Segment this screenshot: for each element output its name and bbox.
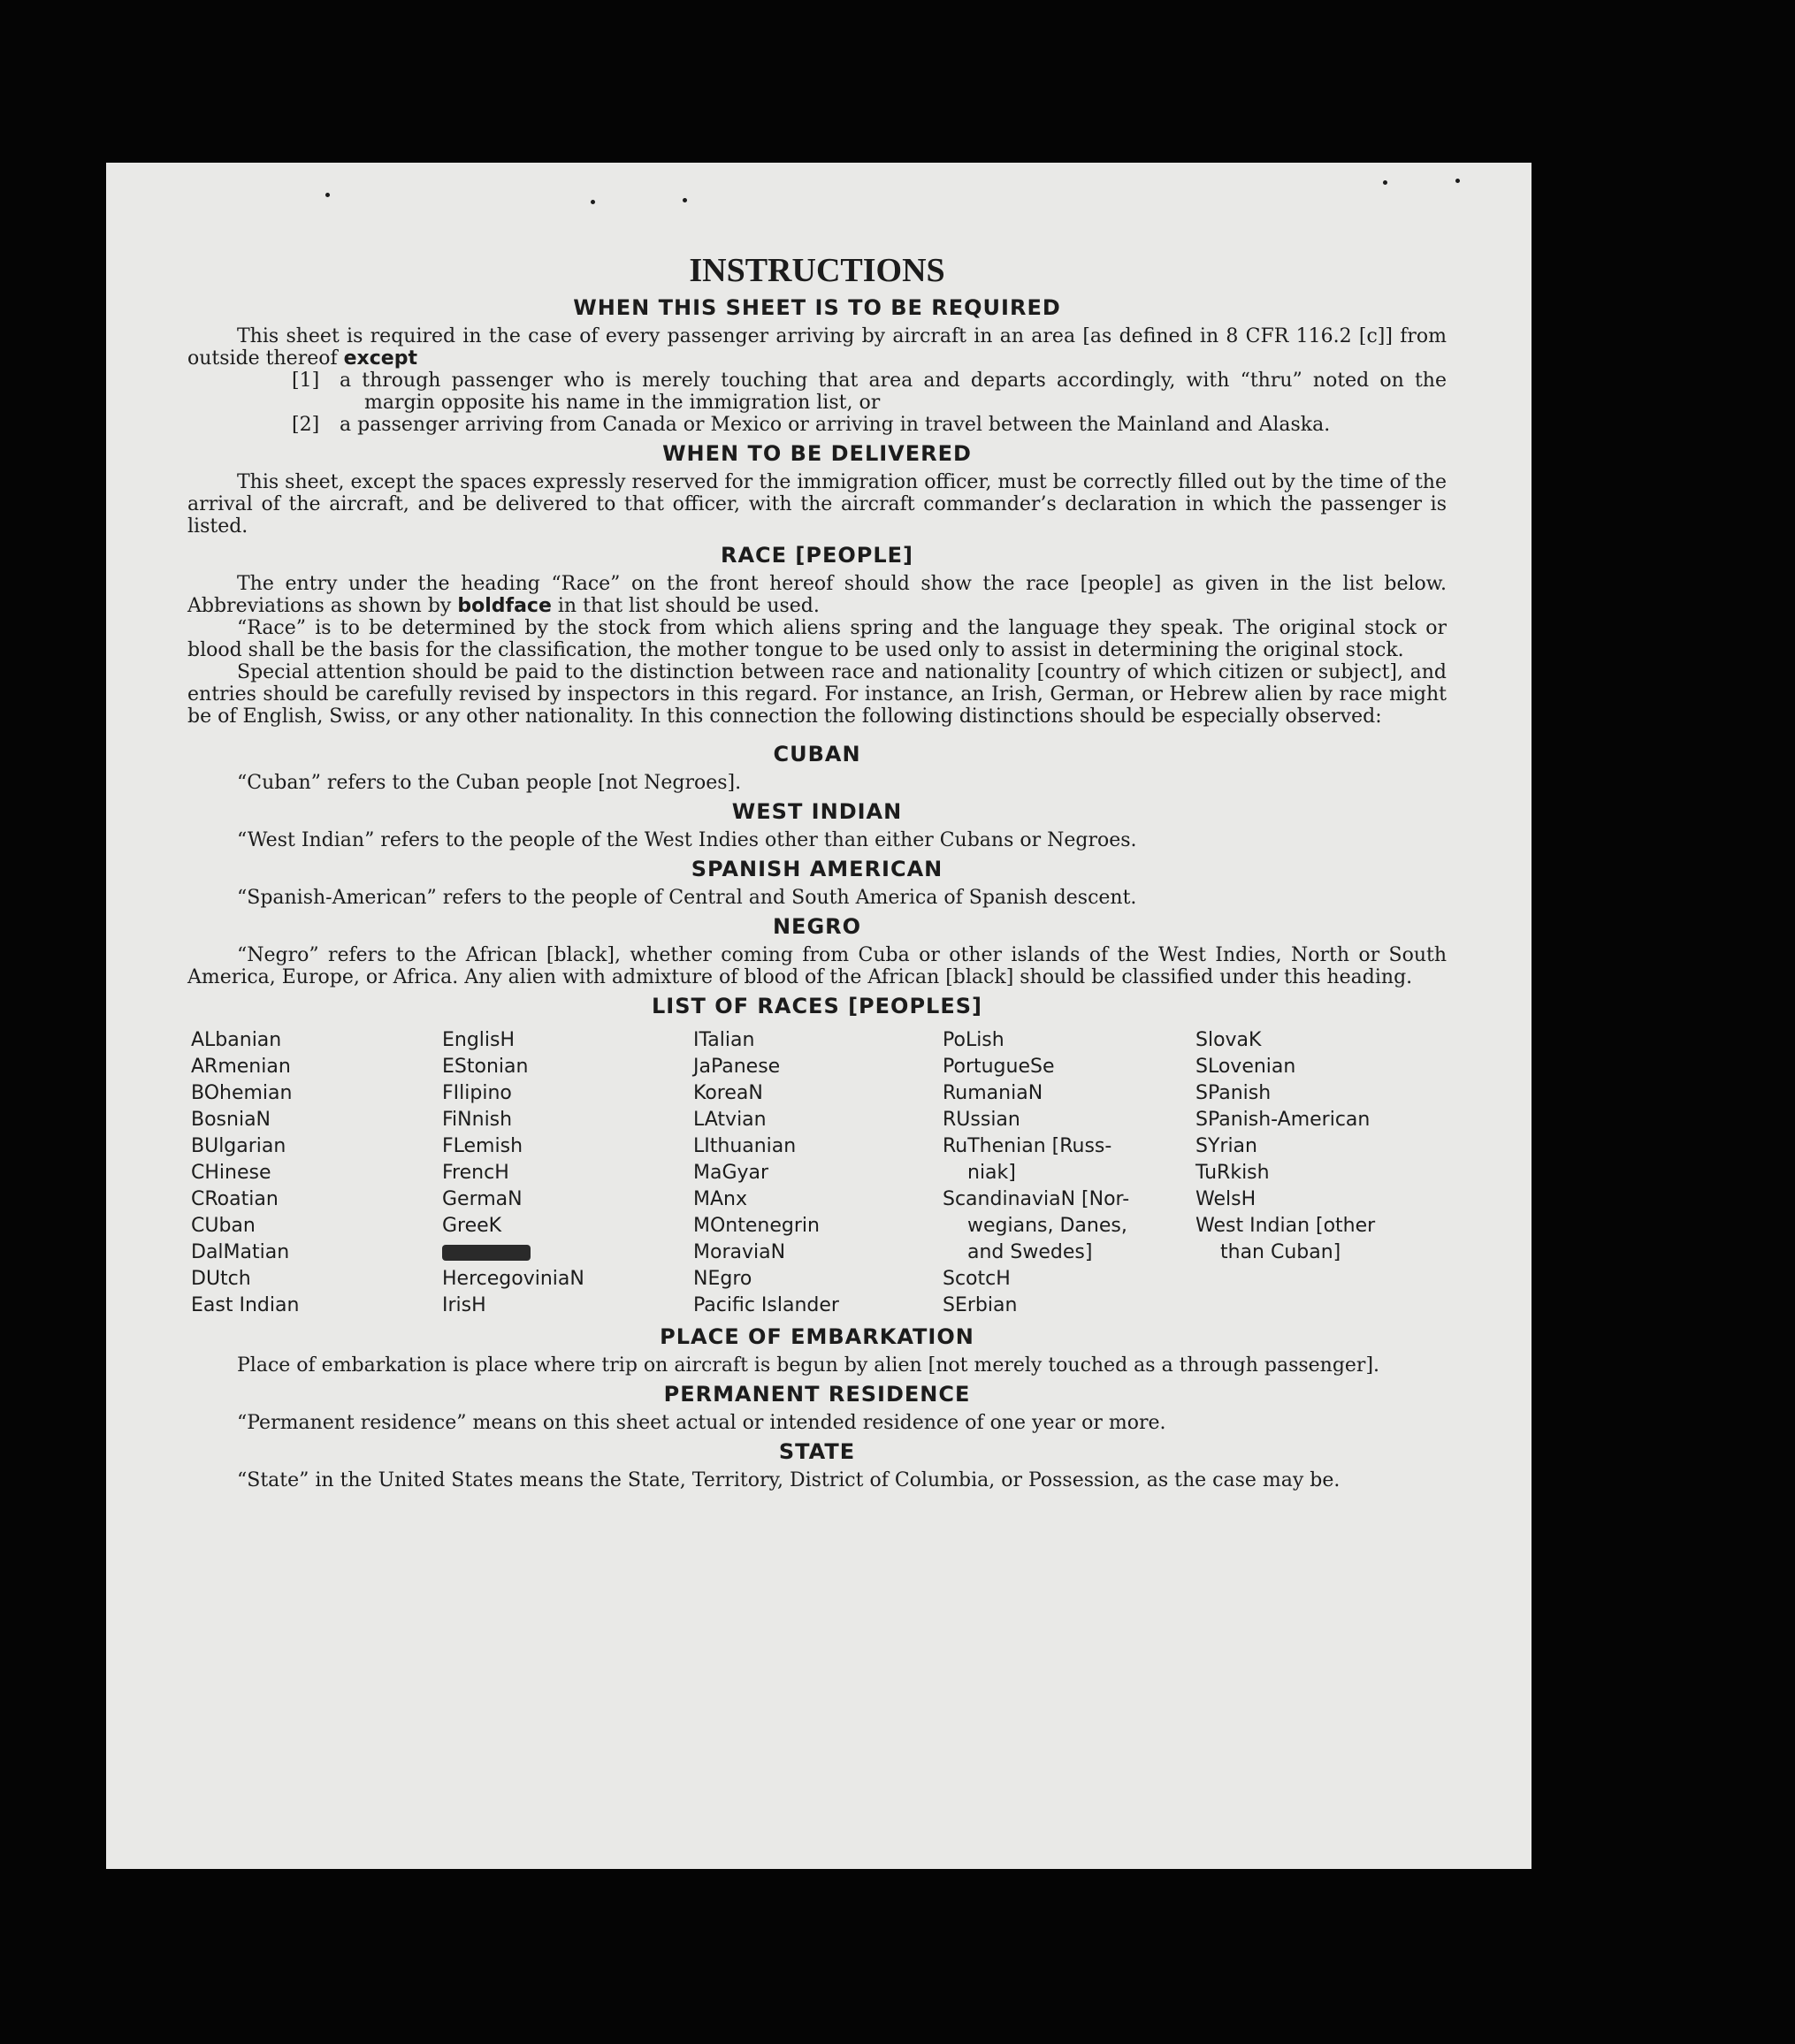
permanent-residence-text: “Permanent residence” means on this sheet actual or intended residence of one year or more. bbox=[237, 1412, 1166, 1434]
race-entry: WelsH bbox=[1195, 1188, 1256, 1210]
spanish-american-text: “Spanish-American” refers to the people of Central and South America of Spanish descent. bbox=[237, 887, 1137, 909]
race-entry: SPanish bbox=[1195, 1082, 1272, 1104]
race-entry: SLovenian bbox=[1195, 1056, 1296, 1078]
race-column-1 bbox=[191, 1027, 442, 1319]
race-paragraph-3: Special attention should be paid to the distinction between race and nationality [country of which citizen or subject], and entries should be carefully revised by inspectors in this regard. For instance, an Irish, German, or Hebrew alien by race might be of English, Swiss, or any other nationality. In this connection the following distinctions should be especially observed: bbox=[187, 661, 1447, 728]
heading-negro: NEGRO bbox=[772, 914, 862, 939]
exception-item-2: [2] a passenger arriving from Canada or Mexico or arriving in travel between the Mainland and Alaska. bbox=[292, 414, 1331, 436]
race-entry: MOntenegrin bbox=[693, 1215, 820, 1237]
speck bbox=[1455, 179, 1460, 183]
race-entry: BUlgarian bbox=[191, 1135, 286, 1157]
race-entry: CRoatian bbox=[191, 1188, 279, 1210]
race-entry: GermaN bbox=[442, 1188, 523, 1210]
race-entry: BOhemian bbox=[191, 1082, 293, 1104]
race-entry: SlovaK bbox=[1195, 1029, 1262, 1051]
race-entry: ARmenian bbox=[191, 1056, 291, 1078]
struck-out-entry bbox=[442, 1239, 693, 1266]
race-entry: DalMatian bbox=[191, 1241, 290, 1263]
race-entry: KoreaN bbox=[693, 1082, 763, 1104]
heading-when-delivered: WHEN TO BE DELIVERED bbox=[662, 441, 972, 466]
race-entry: IrisH bbox=[442, 1294, 486, 1316]
heading-west-indian: WEST INDIAN bbox=[731, 799, 903, 824]
race-entry: LAtvian bbox=[693, 1109, 767, 1131]
race-entry: MAnx bbox=[693, 1188, 747, 1210]
heading-when-required: WHEN THIS SHEET IS TO BE REQUIRED bbox=[573, 295, 1061, 320]
race-entry: SYrian bbox=[1195, 1135, 1257, 1157]
heading-embarkation: PLACE OF EMBARKATION bbox=[660, 1324, 974, 1349]
race-entry: ITalian bbox=[693, 1029, 755, 1051]
race-entry: ScotcH bbox=[943, 1268, 1011, 1290]
race-entry: DUtch bbox=[191, 1268, 251, 1290]
race-column-2 bbox=[442, 1027, 693, 1319]
exception-item-1: [1] a through passenger who is merely touching that area and departs accordingly, with “thru” noted on the margin opposite his name in the immigration list, or bbox=[292, 370, 1447, 414]
race-entry: CHinese bbox=[191, 1162, 271, 1184]
race-entry: NEgro bbox=[693, 1268, 752, 1290]
race-entry: MoraviaN bbox=[693, 1241, 786, 1263]
race-column-4 bbox=[943, 1027, 1195, 1319]
heading-permanent-residence: PERMANENT RESIDENCE bbox=[663, 1382, 971, 1407]
race-entry: GreeK bbox=[442, 1215, 502, 1237]
except-word: except bbox=[343, 347, 417, 370]
race-entry: PortugueSe bbox=[943, 1056, 1055, 1078]
race-entry: EnglisH bbox=[442, 1029, 516, 1051]
heading-cuban: CUBAN bbox=[773, 742, 861, 766]
race-entry-continued: and Swedes] bbox=[967, 1241, 1093, 1263]
state-text: “State” in the United States means the State, Territory, District of Columbia, or Possession, as the case may be. bbox=[237, 1469, 1341, 1491]
race-entry: EStonian bbox=[442, 1056, 529, 1078]
race-list bbox=[191, 1027, 1447, 1319]
heading-list-of-races: LIST OF RACES [PEOPLES] bbox=[652, 994, 982, 1018]
race-entry: Pacific Islander bbox=[693, 1294, 839, 1316]
race-entry-continued: wegians, Danes, bbox=[967, 1215, 1127, 1237]
race-entry: FLemish bbox=[442, 1135, 523, 1157]
race-entry: RUssian bbox=[943, 1109, 1020, 1131]
race-entry: SPanish-American bbox=[1195, 1109, 1371, 1131]
page-title: INSTRUCTIONS bbox=[689, 252, 945, 289]
west-indian-text: “West Indian” refers to the people of the West Indies other than either Cubans or Negroes. bbox=[237, 829, 1137, 851]
negro-text: “Negro” refers to the African [black], whether coming from Cuba or other islands of the West Indies, North or South America, Europe, or Africa. Any alien with admixture of blood of the African [black] should be classified under this heading. bbox=[187, 944, 1447, 988]
race-entry: HercegoviniaN bbox=[442, 1268, 584, 1290]
race-entry: RuThenian [Russ- bbox=[943, 1135, 1112, 1157]
embarkation-text: Place of embarkation is place where trip on aircraft is begun by alien [not merely touched as a through passenger]. bbox=[237, 1354, 1380, 1377]
instruction-sheet bbox=[106, 163, 1531, 1869]
race-entry: MaGyar bbox=[693, 1162, 769, 1184]
race-entry: CUban bbox=[191, 1215, 256, 1237]
when-required-text: This sheet is required in the case of every passenger arriving by aircraft in an area [as defined in 8 CFR 116.2 [c]] from outside thereof except bbox=[187, 325, 1447, 370]
heading-race: RACE [PEOPLE] bbox=[720, 543, 914, 568]
race-entry: PoLish bbox=[943, 1029, 1004, 1051]
race-entry: ScandinaviaN [Nor- bbox=[943, 1188, 1130, 1210]
race-entry: BosniaN bbox=[191, 1109, 271, 1131]
race-entry: JaPanese bbox=[693, 1056, 781, 1078]
race-entry: East Indian bbox=[191, 1294, 300, 1316]
race-paragraph-2: “Race” is to be determined by the stock from which aliens spring and the language they speak. The original stock or blood shall be the basis for the classification, the mother tongue to be used only to assist in determining the original stock. bbox=[187, 617, 1447, 661]
race-entry: ALbanian bbox=[191, 1029, 282, 1051]
race-entry: FIlipino bbox=[442, 1082, 512, 1104]
race-entry: West Indian [other bbox=[1195, 1215, 1376, 1237]
race-entry: RumaniaN bbox=[943, 1082, 1043, 1104]
speck bbox=[591, 200, 595, 204]
race-paragraph-1: The entry under the heading “Race” on the front hereof should show the race [people] as given in the list below. Abbreviations as shown by boldface in that list should be used. bbox=[187, 573, 1447, 617]
race-entry: LIthuanian bbox=[693, 1135, 797, 1157]
heading-state: STATE bbox=[778, 1439, 856, 1464]
ink-scribble bbox=[442, 1245, 531, 1261]
race-entry-continued: niak] bbox=[967, 1162, 1016, 1184]
speck bbox=[683, 198, 687, 202]
race-column-5 bbox=[1195, 1027, 1443, 1319]
when-delivered-text: This sheet, except the spaces expressly reserved for the immigration officer, must be correctly filled out by the time of the arrival of the aircraft, and be delivered to that officer, with the aircraft commander’s declaration in which the passenger is listed. bbox=[187, 471, 1447, 538]
race-entry: FiNnish bbox=[442, 1109, 513, 1131]
cuban-text: “Cuban” refers to the Cuban people [not Negroes]. bbox=[237, 772, 742, 794]
heading-spanish-american: SPANISH AMERICAN bbox=[691, 857, 943, 881]
speck bbox=[325, 193, 330, 197]
boldface-word: boldface bbox=[457, 595, 552, 617]
race-entry: SErbian bbox=[943, 1294, 1018, 1316]
race-entry-continued: than Cuban] bbox=[1220, 1241, 1341, 1263]
race-column-3 bbox=[693, 1027, 943, 1319]
race-entry: FrencH bbox=[442, 1162, 509, 1184]
race-entry: TuRkish bbox=[1195, 1162, 1270, 1184]
speck bbox=[1383, 180, 1387, 185]
